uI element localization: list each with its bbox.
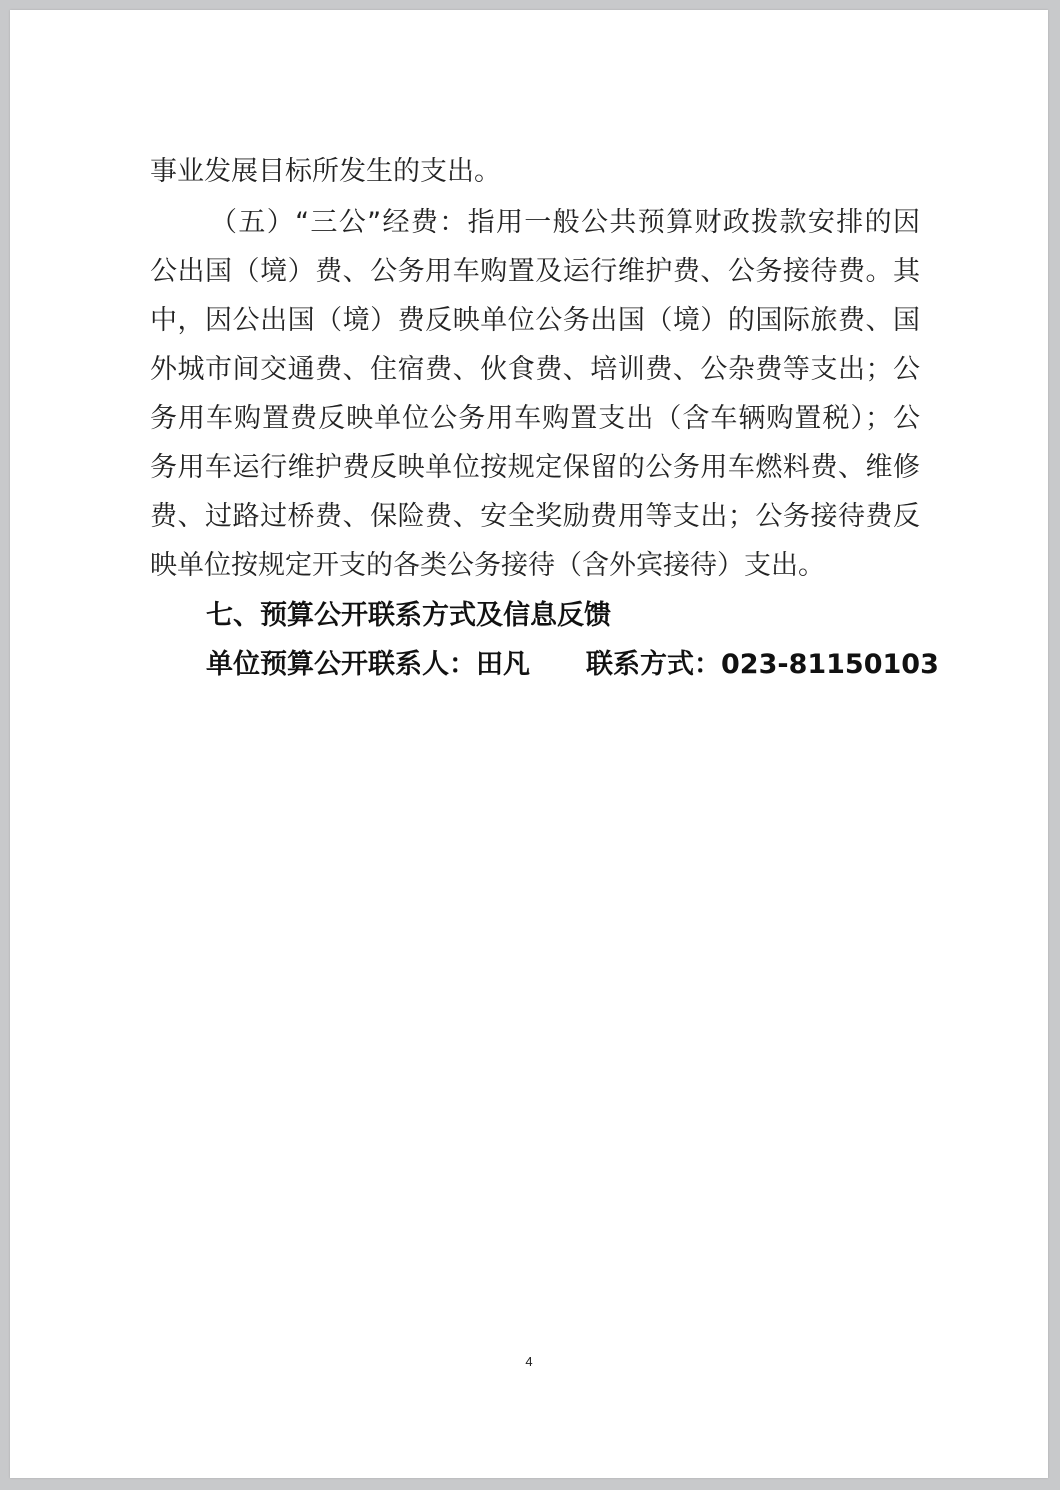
paragraph-line: 外城市间交通费、住宿费、伙食费、培训费、公杂费等支出；公 [150, 354, 920, 385]
paragraph-line: 公出国（境）费、公务用车购置及运行维护费、公务接待费。其 [150, 256, 920, 287]
page-number: 4 [525, 1354, 533, 1369]
document-page [10, 10, 1048, 1478]
paragraph-line: 务用车购置费反映单位公务用车购置支出（含车辆购置税）；公 [150, 403, 920, 434]
paragraph-line: 务用车运行维护费反映单位按规定保留的公务用车燃料费、维修 [150, 452, 920, 483]
contact-person: 单位预算公开联系人：田凡 [206, 649, 530, 680]
section-heading: 七、预算公开联系方式及信息反馈 [206, 600, 611, 631]
paragraph-line: （五）“三公”经费：指用一般公共预算财政拨款安排的因 [210, 207, 920, 238]
paragraph-line: 映单位按规定开支的各类公务接待（含外宾接待）支出。 [150, 550, 825, 581]
paragraph-line: 中，因公出国（境）费反映单位公务出国（境）的国际旅费、国 [150, 305, 920, 336]
paragraph-line: 事业发展目标所发生的支出。 [150, 156, 501, 187]
contact-method: 联系方式：023-81150103 [586, 649, 939, 680]
paragraph-line: 费、过路过桥费、保险费、安全奖励费用等支出；公务接待费反 [150, 501, 920, 532]
